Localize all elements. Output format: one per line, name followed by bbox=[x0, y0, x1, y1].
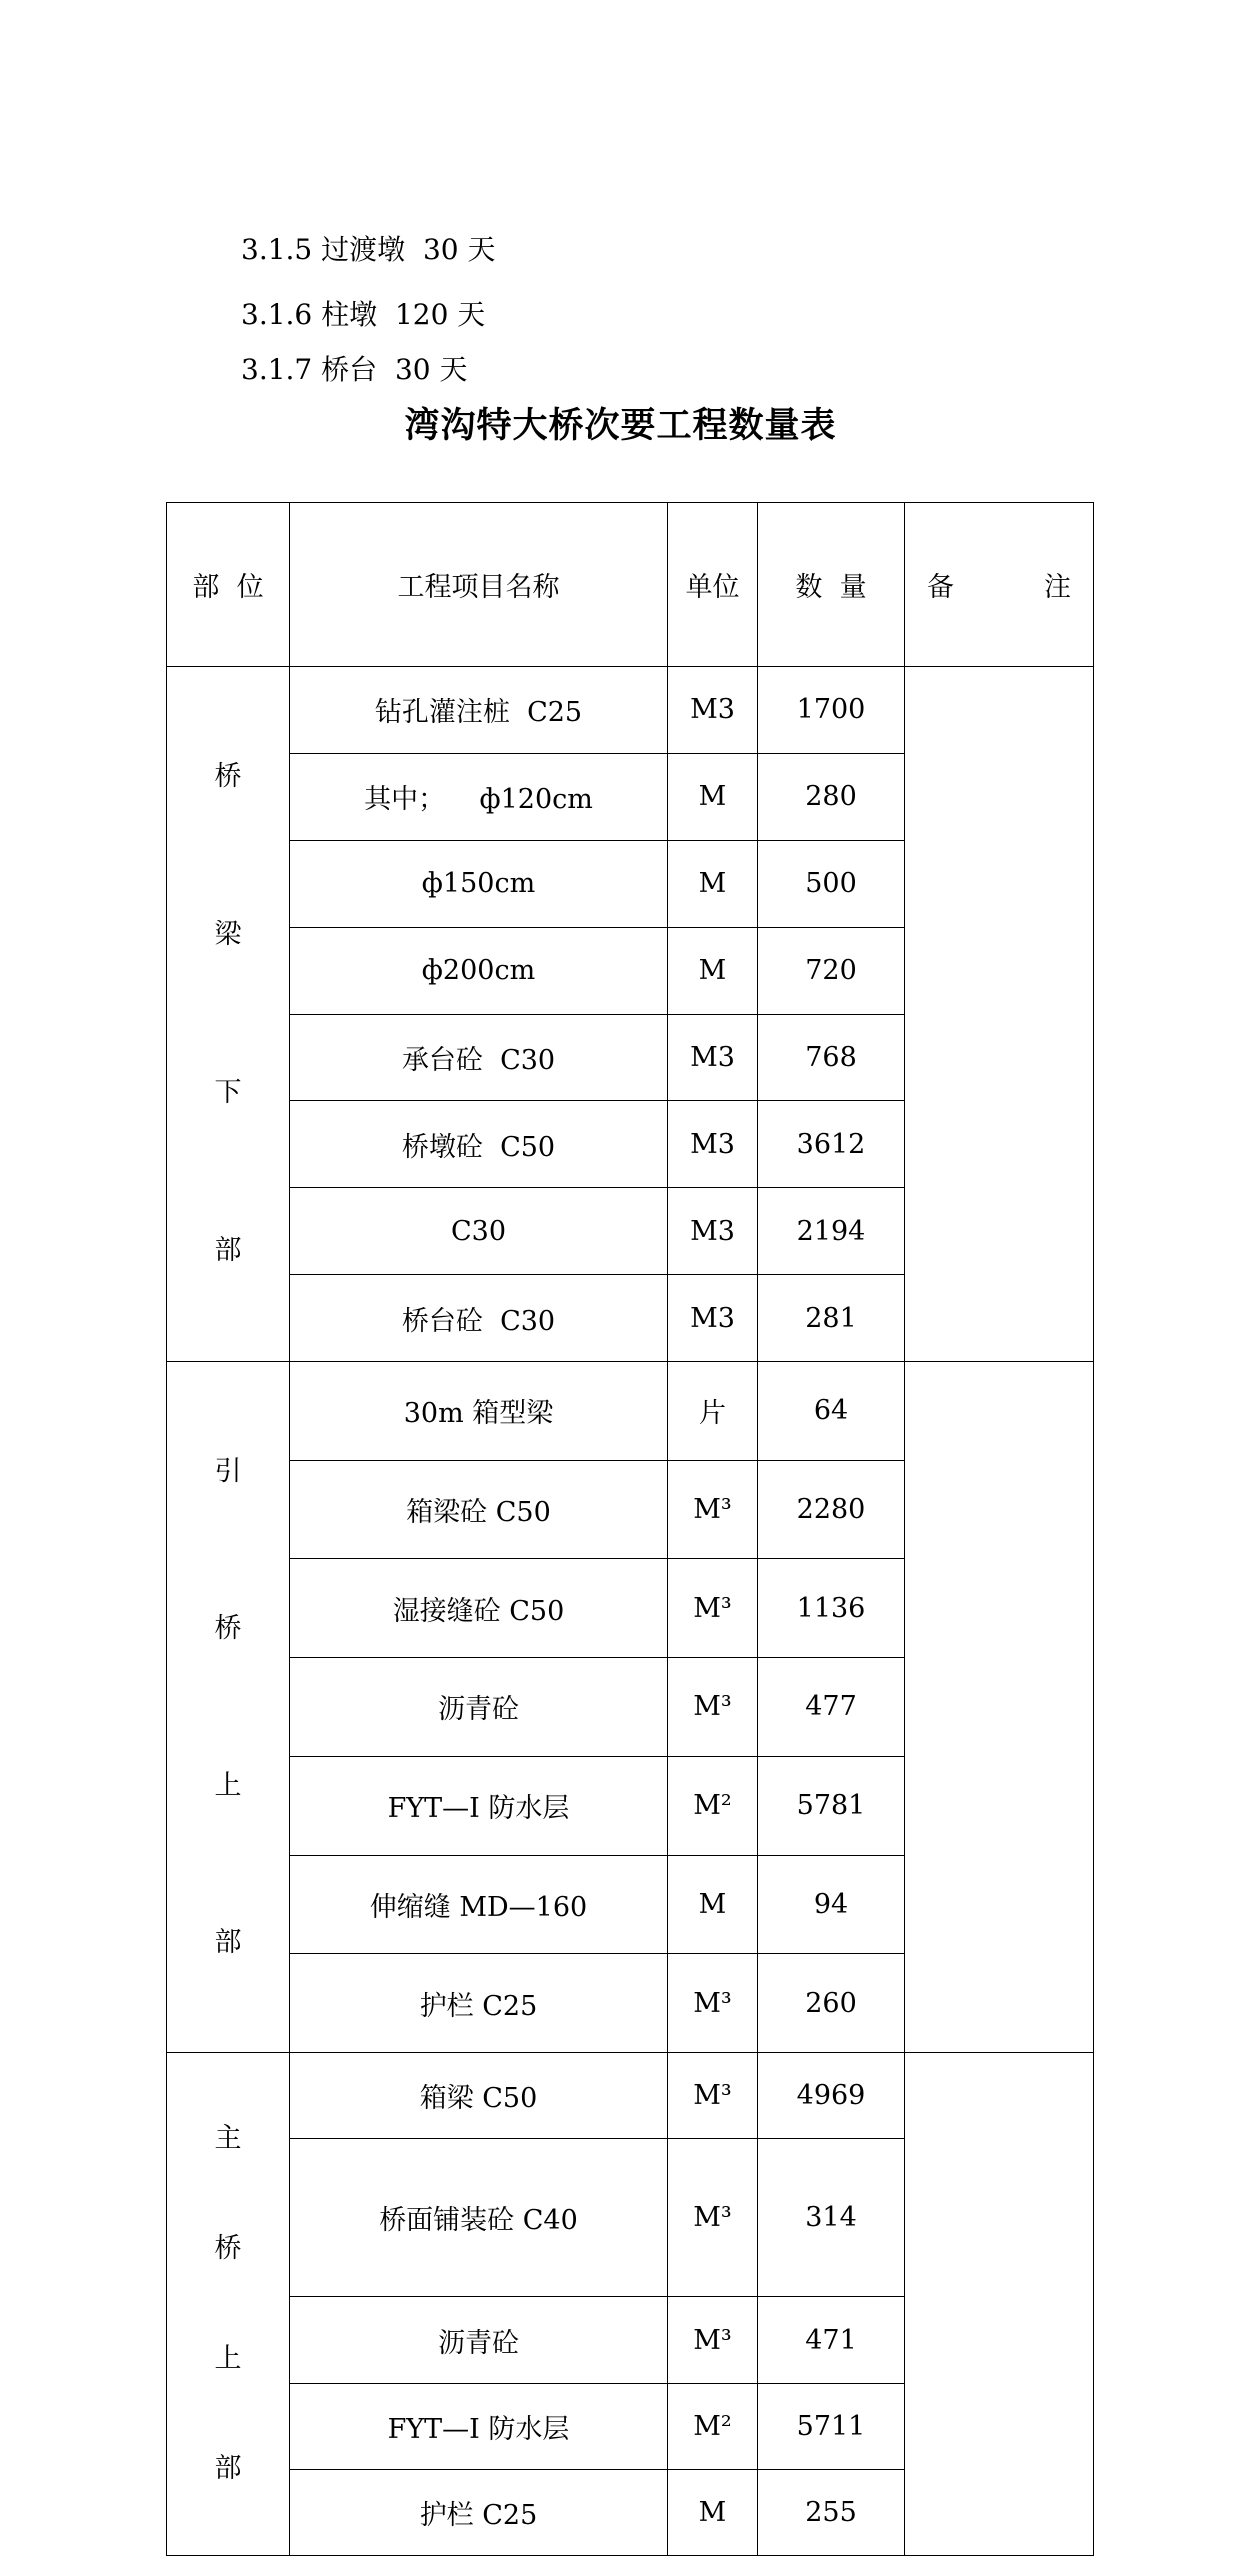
header-quantity: 数 量 bbox=[758, 503, 905, 667]
table-row bbox=[167, 1362, 1094, 1461]
item-quantity: 3612 bbox=[758, 1101, 905, 1188]
section-char: 上 bbox=[214, 2343, 242, 2374]
item-unit: M bbox=[668, 2469, 758, 2555]
item-unit: M bbox=[668, 1855, 758, 1954]
remarks-cell bbox=[905, 1362, 1094, 2053]
item-unit: M3 bbox=[668, 1101, 758, 1188]
section-char: 梁 bbox=[214, 919, 242, 950]
item-unit: M³ bbox=[668, 2053, 758, 2139]
item-name: 沥青砼 bbox=[290, 1658, 668, 1757]
item-unit: M³ bbox=[668, 1658, 758, 1757]
item-unit: M³ bbox=[668, 1954, 758, 2053]
item-unit: M bbox=[668, 753, 758, 840]
item-name: 桥台砼 C30 bbox=[290, 1275, 668, 1362]
item-name: 湿接缝砼 C50 bbox=[290, 1559, 668, 1658]
section-char: 桥 bbox=[214, 2233, 242, 2264]
item-quantity: 5781 bbox=[758, 1756, 905, 1855]
section-char: 上 bbox=[214, 1770, 242, 1801]
item-name: ф150cm bbox=[290, 840, 668, 927]
item-unit: M³ bbox=[668, 2297, 758, 2383]
item-unit: M bbox=[668, 927, 758, 1014]
remarks-cell bbox=[905, 667, 1094, 1362]
item-quantity: 1136 bbox=[758, 1559, 905, 1658]
item-name: 护栏 C25 bbox=[290, 2469, 668, 2555]
item-unit: 片 bbox=[668, 1362, 758, 1461]
header-remarks bbox=[905, 503, 1094, 667]
section-char: 引 bbox=[214, 1456, 242, 1487]
item-unit: M² bbox=[668, 1756, 758, 1855]
item-unit: M3 bbox=[668, 1014, 758, 1101]
section-cell-substructure bbox=[167, 667, 290, 1362]
section-char: 桥 bbox=[214, 1613, 242, 1644]
item-quantity: 64 bbox=[758, 1362, 905, 1461]
schedule-item-column-pier: 3.1.6 柱墩 120 天 bbox=[241, 298, 486, 331]
item-unit: M bbox=[668, 840, 758, 927]
item-quantity: 2280 bbox=[758, 1460, 905, 1559]
header-item-name: 工程项目名称 bbox=[290, 503, 668, 667]
item-name: ф200cm bbox=[290, 927, 668, 1014]
header-remarks-right: 注 bbox=[1044, 572, 1071, 603]
table-row bbox=[167, 667, 1094, 754]
section-cell-main-superstructure bbox=[167, 2053, 290, 2556]
table-header-row bbox=[167, 503, 1094, 667]
item-quantity: 260 bbox=[758, 1954, 905, 2053]
item-quantity: 768 bbox=[758, 1014, 905, 1101]
section-char: 主 bbox=[214, 2123, 242, 2154]
item-name: 护栏 C25 bbox=[290, 1954, 668, 2053]
item-quantity: 1700 bbox=[758, 667, 905, 754]
section-char: 桥 bbox=[214, 761, 242, 792]
quantity-table bbox=[166, 502, 1094, 2556]
item-unit: M³ bbox=[668, 1460, 758, 1559]
schedule-item-abutment: 3.1.7 桥台 30 天 bbox=[241, 353, 468, 386]
item-name: C30 bbox=[290, 1188, 668, 1275]
item-unit: M³ bbox=[668, 1559, 758, 1658]
table-row bbox=[167, 2053, 1094, 2139]
item-quantity: 500 bbox=[758, 840, 905, 927]
section-char: 部 bbox=[214, 2453, 242, 2484]
item-name: FYT—I 防水层 bbox=[290, 2383, 668, 2469]
item-quantity: 280 bbox=[758, 753, 905, 840]
item-quantity: 94 bbox=[758, 1855, 905, 1954]
section-char: 部 bbox=[214, 1927, 242, 1958]
item-name: FYT—I 防水层 bbox=[290, 1756, 668, 1855]
header-section: 部 位 bbox=[167, 503, 290, 667]
item-unit: M3 bbox=[668, 1188, 758, 1275]
item-name: 沥青砼 bbox=[290, 2297, 668, 2383]
item-quantity: 2194 bbox=[758, 1188, 905, 1275]
schedule-item-transition-pier: 3.1.5 过渡墩 30 天 bbox=[241, 233, 496, 266]
remarks-cell bbox=[905, 2053, 1094, 2556]
item-unit: M³ bbox=[668, 2139, 758, 2297]
item-quantity: 281 bbox=[758, 1275, 905, 1362]
item-name: 桥墩砼 C50 bbox=[290, 1101, 668, 1188]
section-char: 部 bbox=[214, 1235, 242, 1266]
page-title: 湾沟特大桥次要工程数量表 bbox=[404, 405, 837, 446]
item-unit: M² bbox=[668, 2383, 758, 2469]
section-char: 下 bbox=[214, 1077, 242, 1108]
item-quantity: 314 bbox=[758, 2139, 905, 2297]
item-quantity: 5711 bbox=[758, 2383, 905, 2469]
item-quantity: 720 bbox=[758, 927, 905, 1014]
header-unit: 单位 bbox=[668, 503, 758, 667]
item-name: 承台砼 C30 bbox=[290, 1014, 668, 1101]
item-name: 其中； ф120cm bbox=[290, 753, 668, 840]
item-name: 桥面铺装砼 C40 bbox=[290, 2139, 668, 2297]
item-quantity: 255 bbox=[758, 2469, 905, 2555]
item-unit: M3 bbox=[668, 1275, 758, 1362]
item-quantity: 471 bbox=[758, 2297, 905, 2383]
header-remarks-left: 备 bbox=[927, 572, 954, 603]
item-name: 箱梁砼 C50 bbox=[290, 1460, 668, 1559]
section-cell-approach-superstructure bbox=[167, 1362, 290, 2053]
item-name: 箱梁 C50 bbox=[290, 2053, 668, 2139]
item-name: 钻孔灌注桩 C25 bbox=[290, 667, 668, 754]
item-unit: M3 bbox=[668, 667, 758, 754]
item-name: 伸缩缝 MD—160 bbox=[290, 1855, 668, 1954]
item-name: 30m 箱型梁 bbox=[290, 1362, 668, 1461]
item-quantity: 477 bbox=[758, 1658, 905, 1757]
item-quantity: 4969 bbox=[758, 2053, 905, 2139]
